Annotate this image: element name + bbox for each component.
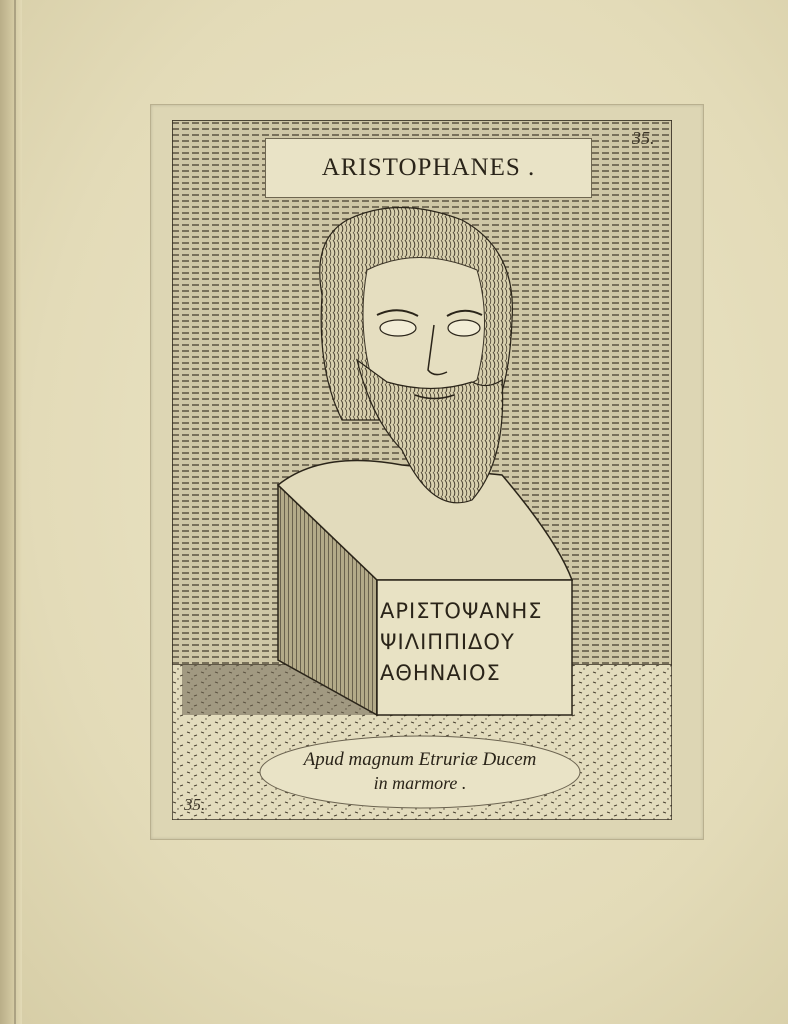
caption [265,740,575,802]
caption-line-2: in marmore . [373,772,467,793]
plate-title: ARISTOPHANES . [321,154,536,181]
title-cartouche [265,138,592,198]
book-gutter [0,0,22,1024]
caption-line-1: Apud magnum Etruriæ Ducem [303,748,537,770]
inscription-line-2: ΨΙΛΙΠΠΙΔΟΥ [380,630,515,654]
plate-number-bottom: 35. [184,795,206,814]
gutter-fold-line [14,0,16,1024]
plate-number-top: 35. [632,128,655,148]
inscription-line-1: ΑΡΙΣΤΟΨΑΝΗΣ [380,599,543,623]
pedestal-inscription [380,596,570,689]
inscription-line-3: ΑΘΗΝΑΙΟΣ [380,661,501,685]
engraving-artwork [172,120,672,820]
